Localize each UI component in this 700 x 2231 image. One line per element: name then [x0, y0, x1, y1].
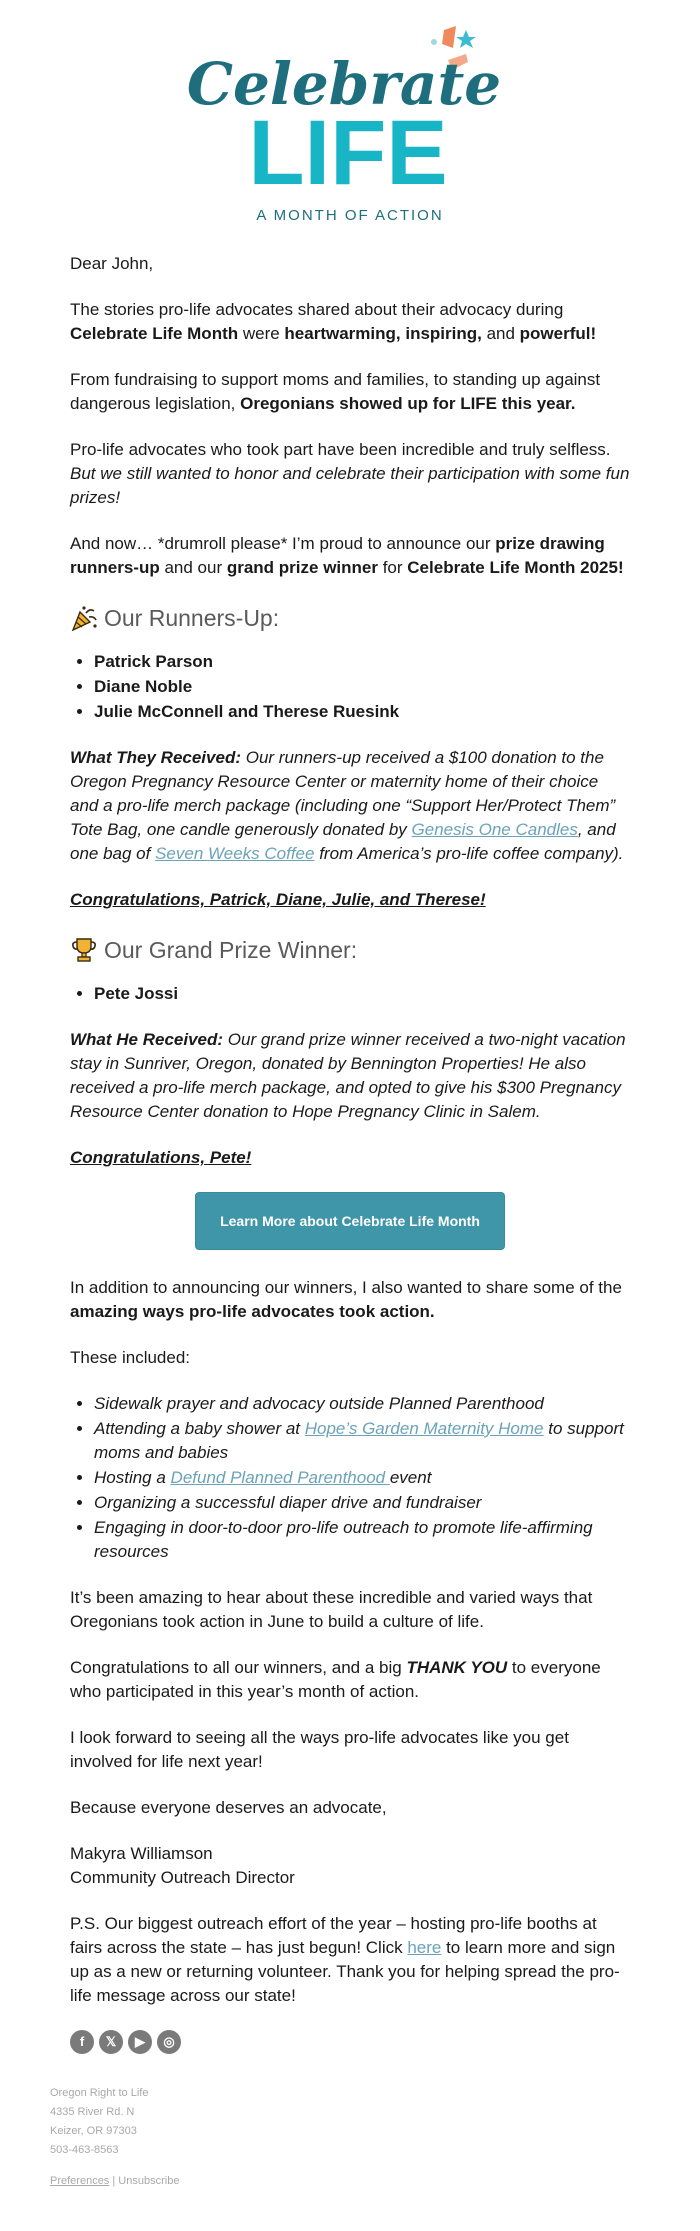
list-item: • Hosting a Defund Planned Parenthood event	[94, 1466, 630, 1490]
footer-address2: Keizer, OR 97303	[50, 2125, 137, 2137]
footer-org: Oregon Right to Life	[50, 2087, 149, 2099]
runners-up-heading	[70, 602, 630, 634]
grand-received-paragraph: What He Received: Our grand prize winner received a two-night vacation stay in Sunriver, Oregon, donated by Bennington Properties! He also received a pro-life merch package, and opted to give his $300 Pregnancy Resource Center donation to Hope Pregnancy Clinic in Salem.	[70, 1030, 626, 1121]
social-links	[70, 2030, 630, 2054]
runners-congrats: Congratulations, Patrick, Diane, Julie, and Therese!	[70, 890, 486, 909]
signature-title: Community Outreach Director	[70, 1868, 295, 1887]
fundraising-paragraph: From fundraising to support moms and families, to standing up against dangerous legislation, Oregonians showed up for LIFE this year.	[70, 370, 601, 413]
logo-tagline: A MONTH OF ACTION	[256, 207, 444, 224]
hopes-garden-link[interactable]: Hope’s Garden Maternity Home	[304, 1419, 544, 1438]
youtube-icon[interactable]: ▶	[128, 2030, 152, 2054]
footer-links	[50, 2172, 650, 2191]
list-item: • Julie McConnell and Therese Ruesink	[94, 700, 630, 724]
cta-wrapper	[70, 1192, 630, 1250]
footer-phone: 503-463-8563	[50, 2144, 119, 2156]
list-item: • Attending a baby shower at Hope’s Garden Maternity Home to support moms and babies	[94, 1417, 630, 1465]
preferences-link[interactable]: Preferences	[50, 2175, 110, 2187]
instagram-icon[interactable]: ◎	[157, 2030, 181, 2054]
list-item: • Organizing a successful diaper drive and fundraiser	[94, 1491, 630, 1515]
party-popper-icon	[70, 604, 98, 632]
unsubscribe-link[interactable]: Unsubscribe	[118, 2175, 180, 2187]
amazing-paragraph: It’s been amazing to hear about these incredible and varied ways that Oregonians took action in June to build a culture of life.	[70, 1588, 593, 1631]
announce-paragraph: And now… *drumroll please* I’m proud to announce our prize drawing runners-up and our grand prize winner for Celebrate Life Month 2025!	[70, 534, 624, 577]
list-item: • Diane Noble	[94, 675, 630, 699]
grand-prize-title: Our Grand Prize Winner:	[104, 937, 358, 963]
footer-separator: |	[112, 2175, 116, 2187]
facebook-icon[interactable]: f	[70, 2030, 94, 2054]
list-item: • Sidewalk prayer and advocacy outside Planned Parenthood	[94, 1392, 630, 1416]
genesis-one-candles-link[interactable]: Genesis One Candles	[411, 820, 578, 839]
footer	[0, 2084, 700, 2231]
ps-paragraph: P.S. Our biggest outreach effort of the year – hosting pro-life booths at fairs across the state – has just begun! Click here to learn more and sign up as a new or returning volunteer. Thank you for helping spread the pro-life message across our state!	[70, 1914, 620, 2005]
defund-planned-parenthood-link[interactable]: Defund Planned Parenthood	[170, 1468, 390, 1487]
trophy-icon	[70, 936, 98, 964]
intro-paragraph: The stories pro-life advocates shared about their advocacy during Celebrate Life Month were heartwarming, inspiring, and powerful!	[70, 300, 597, 343]
runners-up-list	[70, 650, 630, 724]
learn-more-button[interactable]: Learn More about Celebrate Life Month	[195, 1192, 505, 1250]
grand-congrats: Congratulations, Pete!	[70, 1148, 252, 1167]
logo-line2: LIFE	[248, 102, 448, 204]
sign-off: Because everyone deserves an advocate,	[70, 1798, 387, 1817]
ps-here-link[interactable]: here	[407, 1938, 442, 1957]
grand-prize-list	[70, 982, 630, 1006]
footer-address1: 4335 River Rd. N	[50, 2106, 135, 2118]
signature-name: Makyra Williamson	[70, 1844, 213, 1863]
these-included: These included:	[70, 1348, 191, 1367]
list-item: • Patrick Parson	[94, 650, 630, 674]
logo-line1: Celebrate	[186, 50, 502, 118]
x-icon[interactable]: 𝕏	[99, 2030, 123, 2054]
confetti-star-icon	[456, 30, 476, 48]
runners-received-paragraph: What They Received: Our runners-up received a $100 donation to the Oregon Pregnancy Resource Center or maternity home of their choice and a pro-life merch package (including one “Support Her/Protect Them” Tote Bag, one candle generously donated by Genesis One Candles, and one bag of Seven Weeks Coffee from America’s pro-life coffee company).	[70, 748, 624, 863]
next-year-paragraph: I look forward to seeing all the ways pro-life advocates like you get involved for life next year!	[70, 1728, 569, 1771]
list-item: • Engaging in door-to-door pro-life outreach to promote life-affirming resources	[94, 1516, 630, 1564]
grand-prize-heading	[70, 934, 630, 966]
email-body	[0, 252, 700, 2054]
email-page	[0, 26, 700, 2231]
advocates-paragraph: Pro-life advocates who took part have been incredible and truly selfless. But we still wanted to honor and celebrate their participation with some fun prizes!	[70, 440, 630, 507]
celebrate-life-logo	[186, 26, 502, 236]
list-item: • Pete Jossi	[94, 982, 630, 1006]
greeting: Dear John,	[70, 254, 154, 273]
runners-up-title: Our Runners-Up:	[104, 605, 280, 631]
additional-paragraph: In addition to announcing our winners, I also wanted to share some of the amazing ways pro-life advocates took action.	[70, 1278, 622, 1321]
seven-weeks-coffee-link[interactable]: Seven Weeks Coffee	[155, 844, 315, 863]
confetti-dot-icon	[431, 39, 437, 45]
confetti-orange-icon	[442, 26, 456, 48]
signature	[70, 1842, 630, 1890]
actions-list	[70, 1392, 630, 1564]
thank-you-paragraph: Congratulations to all our winners, and a big THANK YOU to everyone who participated in this year’s month of action.	[70, 1658, 601, 1701]
